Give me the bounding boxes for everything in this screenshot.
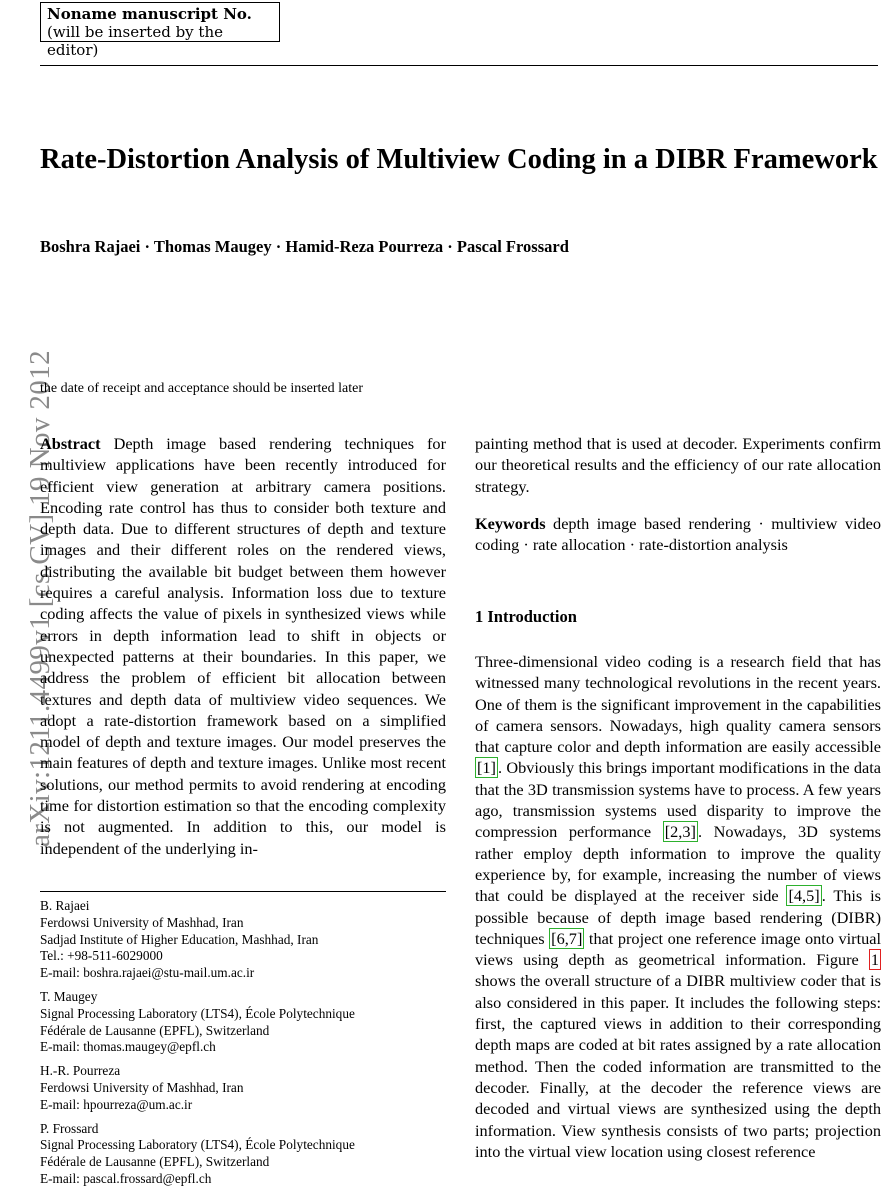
keywords [475, 513, 881, 556]
abstract-label: Abstract [40, 434, 101, 453]
section-heading: 1 Introduction [475, 607, 577, 626]
affiliation-line: Signal Processing Laboratory (LTS4), École Polytechnique [40, 1137, 355, 1153]
figure-link[interactable]: 1 [870, 950, 879, 970]
affiliation-line: Tel.: +98-511-6029000 [40, 948, 163, 964]
abstract-right [475, 433, 881, 497]
abstract-left [40, 433, 446, 859]
manuscript-header-box [40, 2, 280, 59]
introduction-text: Three-dimensional video coding is a research field that has witnessed many technological revolutions in the recent years. One of them is the significant improvement in the capabilities of camera sensors. Nowadays, high quality camera sensors that capture color and depth information are easily accessible [1] . Obviously this brings important modifications in the data that the 3D transmission systems have to process. A few years ago, transmission systems used disparity to improve the compression performance [2,3] . Nowadays, 3D systems rather employ depth information to improve the quality experience by, for example, increasing the number of views that could be displayed at the receiver side [4,5] . This is possible because of depth image based rendering (DIBR) techniques [6,7] that project one reference image onto virtual views using depth as geometrical information. Figure 1 shows the overall structure of a DIBR multiview coder that is also considered in this paper. It includes the following steps: first, the captured views in addition to their corresponding depth maps are coded at bit rates assigned by a rate allocation method. Then the coded information are transmitted to the decoder. Finally, at the decoder the reference views are decoded and virtual views are synthesized using the depth information. View synthesis consists of two parts; projection into the virtual view location using closest reference [475, 652, 882, 1161]
affiliation-line: P. Frossard [40, 1120, 99, 1136]
affiliation-email[interactable]: E-mail: thomas.maugey@epfl.ch [40, 1039, 216, 1055]
affiliation-block [40, 1121, 460, 1188]
author-list: Boshra Rajaei · Thomas Maugey · Hamid-Reza Pourreza · Pascal Frossard [40, 237, 569, 256]
affiliation-line: H.-R. Pourreza [40, 1063, 121, 1079]
affiliation-line: T. Maugey [40, 988, 98, 1004]
arxiv-identifier: arXiv:1211.4499v1 [cs.CV] 19 Nov 2012 [24, 350, 56, 848]
citation-link[interactable]: [1] [477, 758, 496, 778]
citation-link[interactable]: [4,5] [788, 886, 820, 906]
editor-note: (will be inserted by the editor) [47, 23, 223, 59]
manuscript-label: Noname manuscript No. [47, 5, 252, 23]
affiliation-line: B. Rajaei [40, 898, 90, 913]
affiliation-block [40, 898, 460, 982]
affiliation-email[interactable]: E-mail: pascal.frossard@epfl.ch [40, 1170, 212, 1186]
citation-link[interactable]: [2,3] [664, 822, 696, 842]
affiliation-line: Sadjad Institute of Higher Education, Mashhad, Iran [40, 931, 319, 947]
abstract-text-left: Depth image based rendering techniques for multiview applications have been recently introduced for efficient view generation at arbitrary camera positions. Encoding rate control has thus to consider both texture and depth data. Due to different structures of depth and texture images and their different roles on the rendered views, distributing the available bit budget between them however requires a careful analysis. Information loss due to texture coding affects the value of pixels in synthesized views while errors in depth information lead to shift in objects or unexpected patterns at their boundaries. In this paper, we address the problem of efficient bit allocation between textures and depth data of multiview video sequences. We adopt a rate-distortion framework based on a simplified model of depth and texture images. Our model preserves the main features of depth and texture images. Unlike most recent solutions, our method permits to avoid rendering at encoding time for distortion estimation so that the encoding complexity is not augmented. In addition to this, our model is independent of the underlying in- [40, 434, 446, 858]
footnote-rule [40, 891, 446, 892]
affiliation-line: Ferdowsi University of Mashhad, Iran [40, 914, 244, 930]
header-rule [40, 65, 878, 66]
affiliation-line: Ferdowsi University of Mashhad, Iran [40, 1079, 244, 1095]
affiliation-block [40, 1063, 460, 1113]
abstract-text-right: painting method that is used at decoder. Experiments confirm our theoretical results and the efficiency of our rate allocation strategy. [475, 434, 881, 496]
paper-title: Rate-Distortion Analysis of Multiview Coding in a DIBR Framework [40, 144, 878, 175]
affiliation-block [40, 989, 460, 1056]
keywords-text: depth image based rendering · multiview video coding · rate allocation · rate-distortion analysis [475, 514, 881, 555]
affiliations [40, 898, 460, 1195]
affiliation-line: Fédérale de Lausanne (EPFL), Switzerland [40, 1022, 270, 1038]
affiliation-email[interactable]: E-mail: hpourreza@um.ac.ir [40, 1096, 193, 1112]
keywords-label: Keywords [475, 514, 546, 533]
affiliation-email[interactable]: E-mail: boshra.rajaei@stu-mail.um.ac.ir [40, 965, 255, 981]
citation-link[interactable]: [6,7] [551, 928, 583, 948]
affiliation-line: Signal Processing Laboratory (LTS4), École Polytechnique [40, 1005, 355, 1021]
receipt-note: the date of receipt and acceptance should be inserted later [40, 381, 364, 396]
affiliation-line: Fédérale de Lausanne (EPFL), Switzerland [40, 1154, 270, 1170]
